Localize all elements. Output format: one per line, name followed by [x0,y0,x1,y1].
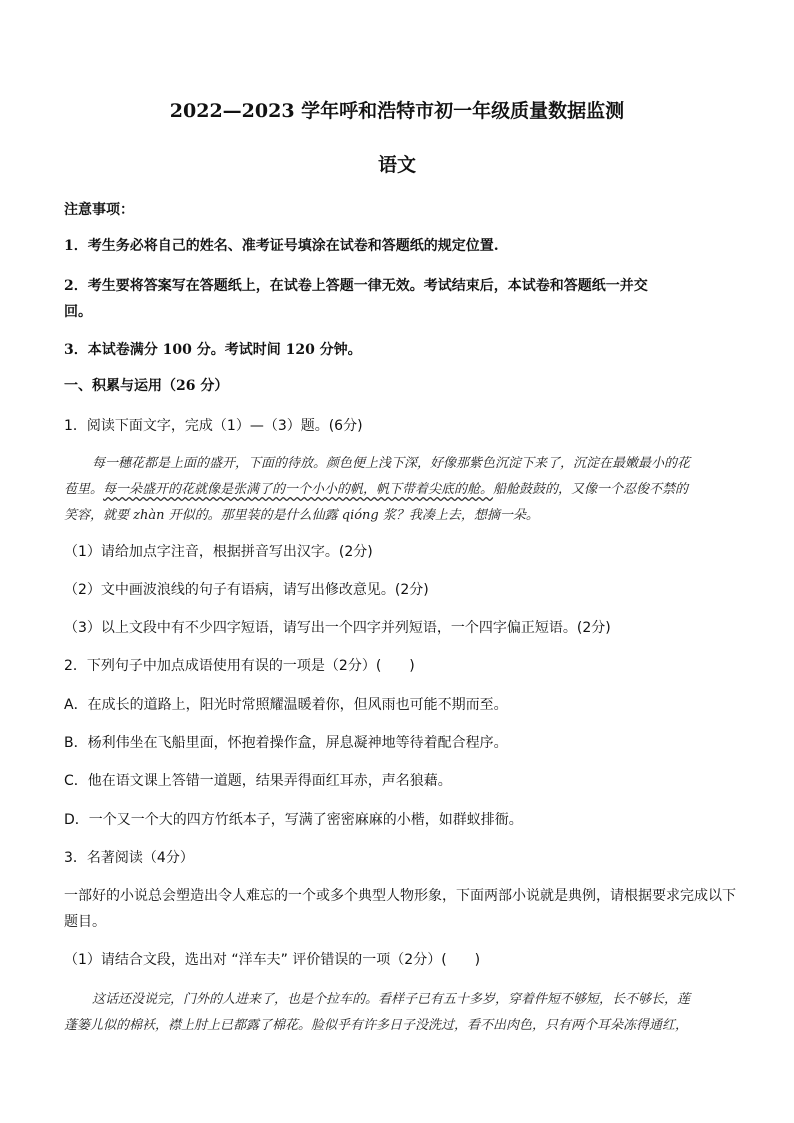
question-2-option-a: A．在成长的道路上，阳光时常照耀温暖着你，但风雨也可能不期而至。 [64,697,508,713]
question-2-option-b: B．杨利伟坐在飞船里面，怀抱着操作盒，屏息凝神地等待着配合程序。 [64,735,508,751]
subject-title: 语文 [377,154,416,176]
passage-1-line-2 [64,480,730,500]
notes-heading: 注意事项： [64,202,134,218]
passage-2-line-1: 这话还没说完，门外的人进来了，也是个拉车的。看样子已有五十多岁，穿着件短不够短，长不够长，莲 [92,992,691,1007]
passage-2-line-2: 蓬篓儿似的棉袄，襟上肘上已都露了棉花。脸似乎有许多日子没洗过，看不出肉色，只有两个耳朵冻得通红， [64,1018,689,1033]
section-heading: 一、积累与运用（26 分） [64,378,229,394]
question-1-sub-1: （1）请给加点字注音，根据拼音写出汉字。(2分) [64,544,373,560]
question-3-intro: 一部好的小说总会塑造出令人难忘的一个或多个典型人物形象，下面两部小说就是典例，请根据要求完成以下 [64,888,736,904]
question-1-stem: 1．阅读下面文字，完成（1）—（3）题。(6分) [64,418,363,434]
question-2-option-d: D．一个又一个大的四方竹纸本子，写满了密密麻麻的小楷，如群蚁排衙。 [64,812,523,828]
question-2-option-c: C．他在语文课上答错一道题，结果弄得面红耳赤，声名狼藉。 [64,773,452,789]
question-2-stem: 2．下列句子中加点成语使用有误的一项是（2分）( ) [64,658,415,674]
passage-1-line-1: 每一穗花都是上面的盛开，下面的待放。颜色便上浅下深，好像那紫色沉淀下来了，沉淀在最嫩最小的花 [92,456,691,471]
question-3-sub-1: （1）请结合文段，选出对 “洋车夫” 评价错误的一项（2分）( ) [64,952,481,968]
question-1-sub-3: （3）以上文段中有不少四字短语，请写出一个四字并列短语，一个四字偏正短语。(2分) [64,620,611,636]
notes-item-3: 3．本试卷满分 100 分。考试时间 120 分钟。 [64,342,362,358]
passage-1-text: 苞里。 [64,482,104,497]
wavy-sentence: 每一朵盛开的花就像是张满了的一个小小的帆，帆下带着尖底的舱。 [103,482,494,497]
notes-item-2: 2．考生要将答案写在答题纸上，在试卷上答题一律无效。考试结束后，本试卷和答题纸一并交 [64,278,648,294]
exam-title: 2022—2023 学年呼和浩特市初一年级质量数据监测 [169,100,625,122]
question-3-stem: 3．名著阅读（4分） [64,850,194,866]
passage-1-line-3: 笑容，就要 zhàn 开似的。那里装的是什么仙露 qióng 浆？我凑上去，想摘一朵。 [64,508,539,523]
notes-item-2-cont: 回。 [64,304,92,320]
passage-1-text: 船舱鼓鼓的，又像一个忍俊不禁的 [493,482,689,497]
notes-item-1: 1．考生务必将自己的姓名、准考证号填涂在试卷和答题纸的规定位置. [64,238,499,254]
question-1-sub-2: （2）文中画波浪线的句子有语病，请写出修改意见。(2分) [64,582,429,598]
question-3-intro-cont: 题目。 [64,914,106,930]
